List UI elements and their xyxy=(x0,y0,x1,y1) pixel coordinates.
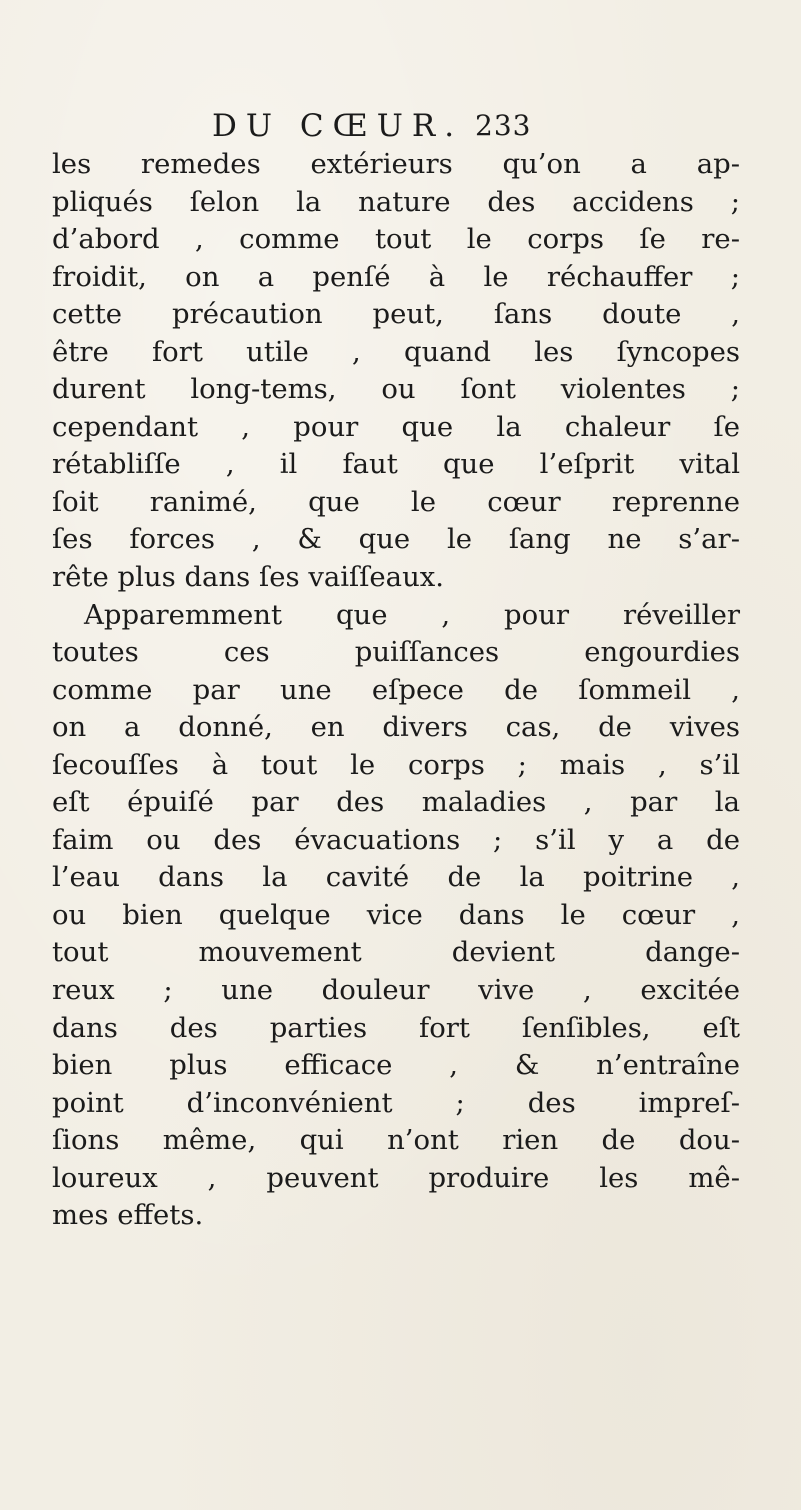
paragraph-start-line: Apparemment que , pour réveiller xyxy=(84,598,740,631)
text-line: rétabliſſe , il faut que l’eſprit vital xyxy=(52,448,740,481)
text-line: d’abord , comme tout le corps ſe re- xyxy=(52,223,740,256)
text-line: ſoit ranimé, que le cœur reprenne xyxy=(52,485,740,518)
body-text xyxy=(52,146,740,1235)
text-line: on a donné, en divers cas, de vives xyxy=(52,711,740,744)
text-line: ſecouſſes à tout le corps ; mais , s’il xyxy=(52,748,740,781)
text-line: loureux , peuvent produire les mê- xyxy=(52,1161,740,1194)
text-line: froidit, on a penſé à le réchauffer ; xyxy=(52,260,740,293)
page-header xyxy=(212,106,582,146)
text-line: cette précaution peut, ſans doute , xyxy=(52,298,740,331)
text-line: reux ; une douleur vive , excitée xyxy=(52,974,740,1007)
text-line: dans des parties fort ſenſibles, eſt xyxy=(52,1011,740,1044)
text-line: bien plus efficace , & n’entraîne xyxy=(52,1049,740,1082)
text-line: comme par une eſpece de ſommeil , xyxy=(52,673,740,706)
paragraph-end-line: rête plus dans ſes vaiſſeaux. xyxy=(52,561,445,594)
text-line: eſt épuiſé par des maladies , par la xyxy=(52,786,740,819)
text-line: ou bien quelque vice dans le cœur , xyxy=(52,898,740,931)
text-line: être fort utile , quand les ſyncopes xyxy=(52,335,740,368)
text-line: les remedes extérieurs qu’on a ap- xyxy=(52,148,740,180)
text-line: pliqués ſelon la nature des accidens ; xyxy=(52,185,740,218)
text-line: faim ou des évacuations ; s’il y a de xyxy=(52,823,740,856)
text-line: durent long-tems, ou ſont violentes ; xyxy=(52,373,740,406)
running-head: DU CŒUR. xyxy=(212,108,464,144)
text-line: ſions même, qui n’ont rien de dou- xyxy=(52,1124,740,1157)
page-number: 233 xyxy=(475,109,532,142)
text-line: l’eau dans la cavité de la poitrine , xyxy=(52,861,740,894)
text-line: tout mouvement devient dange- xyxy=(52,936,740,969)
text-line: toutes ces puiſſances engourdies xyxy=(52,636,740,669)
paragraph-end-line: mes effets. xyxy=(52,1199,204,1232)
text-line: ſes forces , & que le ſang ne s’ar- xyxy=(52,523,740,556)
text-line: point d’inconvénient ; des impreſ- xyxy=(52,1086,740,1119)
text-line: cependant , pour que la chaleur ſe xyxy=(52,410,740,443)
